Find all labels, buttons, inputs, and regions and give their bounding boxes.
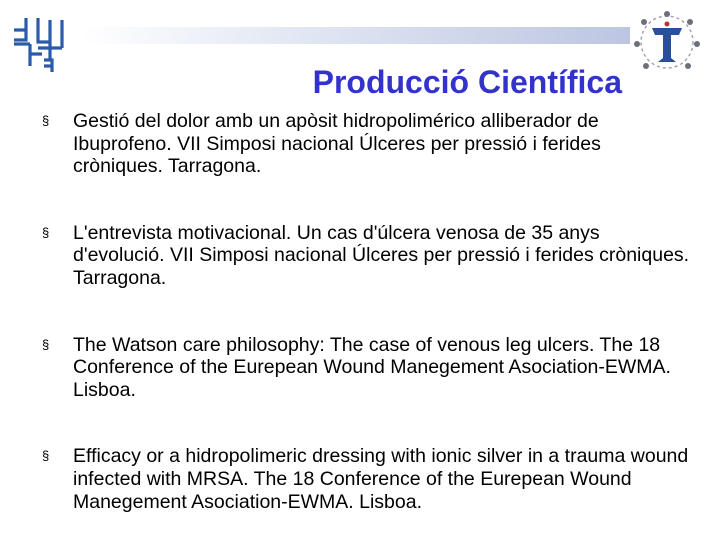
bullet-marker-icon: §: [42, 448, 50, 464]
institution-logo-icon: [10, 14, 72, 76]
bullet-list: [42, 110, 692, 513]
bullet-marker-icon: §: [42, 113, 50, 128]
bullet-marker-icon: §: [42, 336, 50, 352]
list-item: [42, 334, 692, 402]
bullet-text: The Watson care philosophy: The case of venous leg ulcers. The 18 Conference of the Eurepean Wound Manegement Asociation-EWMA. Lisboa.: [73, 333, 671, 401]
emblem-logo-icon: [632, 10, 702, 74]
header-gradient-bar: [82, 27, 630, 44]
bullet-marker-icon: §: [42, 224, 50, 240]
list-item: [42, 222, 692, 290]
bullet-text: Efficacy or a hidropolimeric dressing with ionic silver in a trauma wound infected with MRSA. The 18 Conference of the Eurepean Wound Manegement Asociation-EWMA. Lisboa.: [73, 445, 689, 513]
bullet-text: L'entrevista motivacional. Un cas d'úlcera venosa de 35 anys d'evolució. VII Simposi nacional Úlceres per pressió i ferides cròniques. Tarragona.: [73, 221, 690, 289]
bullet-text: Gestió del dolor amb un apòsit hidropolimérico alliberador de Ibuprofeno. VII Simposi nacional Úlceres per pressió i ferides cròniques. Tarragona.: [73, 110, 601, 178]
list-item: [42, 110, 692, 178]
list-item: [42, 445, 692, 513]
page-title: Producció Científica: [312, 64, 622, 100]
